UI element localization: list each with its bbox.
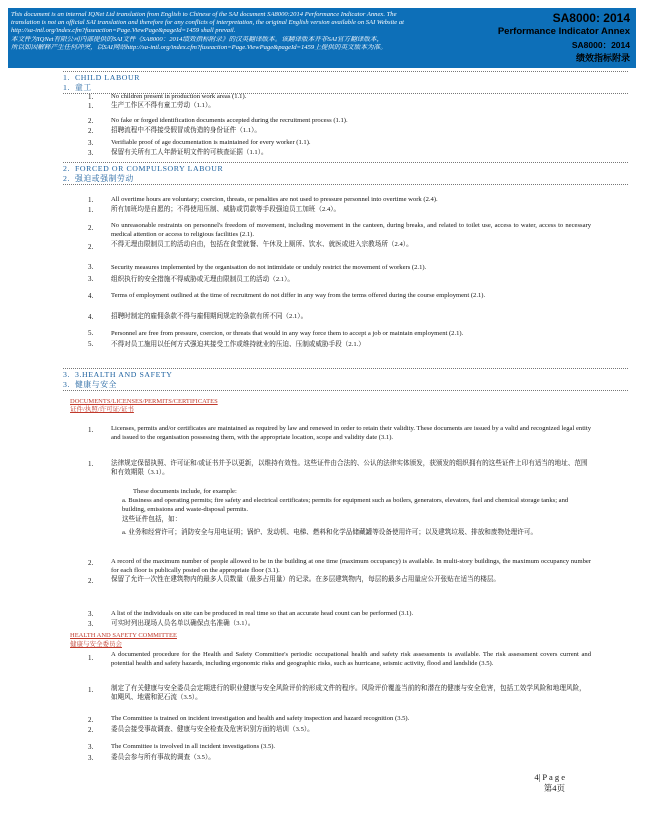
list-item-cn: 所有加班均是自愿的；不得使用压制、威胁或罚款等手段强迫员工加班（2.4）。 — [111, 206, 341, 213]
list-item-cn: 委员会参与所有事故的调查（3.5）。 — [111, 754, 215, 761]
list-item-en: No fake or forged identification documents accepted during the recruitment process (1.1). — [111, 117, 348, 124]
list-item-cn: 可实时列出现场人员名单以确保点名准确（3.1）。 — [111, 620, 255, 627]
list-number: 3. — [88, 275, 94, 283]
list-number: 5. — [88, 329, 94, 337]
list-item-en: Verifiable proof of age documentation is maintained for every worker (1.1). — [111, 139, 311, 146]
list-item-cn: 不得对员工施用以任何方式强迫其接受工作或维持就业的压迫、压制或威胁手段（2.1.） — [111, 341, 365, 348]
note-a-cn: a. 业务和经营许可；消防安全与用电证明；锅炉、发动机、电梯、燃料和化学品储藏罐等设备使用许可；以及建筑垃圾、排放和废物处理许可。 — [122, 529, 538, 536]
list-number: 4. — [88, 313, 94, 321]
list-item-cn: 招聘流程中不得接受假冒或伪造的身份证件（1.1）。 — [111, 127, 262, 134]
list-item-en: Personnel are free from pressure, coercion, or threats that would in any way force them to accept a job or maintain employment (2.1). — [111, 330, 464, 337]
list-number: 3. — [88, 149, 94, 157]
page-number-cn: 第4页 — [543, 783, 565, 793]
list-number: 3. — [88, 743, 94, 751]
list-number: 1. — [88, 654, 94, 662]
list-item-en: All overtime hours are voluntary; coercion, threats, or penalties are not used to pressure personnel into overtime work (2.4). — [111, 196, 438, 203]
list-number: 2. — [88, 127, 94, 135]
list-number: 2. — [88, 577, 94, 585]
list-number: 1. — [88, 93, 94, 101]
subsection-heading-documents: DOCUMENTS/LICENSES/PERMITS/CERTIFICATES — [70, 398, 218, 405]
header-subtitle-cn: 绩效指标附录 — [575, 53, 630, 63]
list-number: 3. — [88, 139, 94, 147]
section-heading-forced-labour: 2. FORCED OR COMPULSORY LABOUR 2. 强迫或强制劳动 — [63, 162, 628, 185]
list-number: 3. — [88, 620, 94, 628]
list-number: 3. — [88, 263, 94, 271]
list-number: 2. — [88, 224, 94, 232]
list-number: 1. — [88, 102, 94, 110]
list-item-en: No children present in production work areas (1.1). — [111, 93, 247, 100]
section-heading-child-labour: 1. CHILD LABOUR 1. 童工 — [63, 71, 628, 94]
list-item-cn: 招聘时制定的雇佣条款不得与雇佣期间规定的条款有所不同（2.1）。 — [111, 313, 308, 320]
list-number: 5. — [88, 340, 94, 348]
list-number: 2. — [88, 243, 94, 251]
subsection-heading-committee-cn: 健康与安全委员会 — [70, 641, 122, 648]
section-heading-health-safety: 3. 3.HEALTH AND SAFETY 3. 健康与安全 — [63, 368, 628, 391]
note-a: a. Business and operating permits; fire safety and electrical certificates; permits for equipment such as boilers, generators, elevators, fuel and chemical storage tanks; and building, emissions and waste-disposal permits. — [122, 497, 569, 513]
page-number: 4| P a g e — [534, 772, 565, 782]
header-title: SA8000: 2014 — [552, 11, 630, 25]
note-intro-cn: 这些证件包括，如： — [122, 516, 182, 523]
list-number: 1. — [88, 686, 94, 694]
list-number: 1. — [88, 426, 94, 434]
translation-disclaimer: This document is an internal IQNet Ltd translation from English to Chinese of the SAI document SA8000:2014 Performance Indicator Annex. The translation is not an official SAI translation and therefore for any conflicts of interpretation, the original English version available on SAI Website at http://sa-intl.org/index.cfm?fuseaction=Page.ViewPage&pageId=1459 shall prevail. 本文件为IQNet有限公司内部提供的SAI文件《SA8000：2014绩效指标附录》的汉英翻译版本。该翻译版本并非SAI官方翻译版本， 所以如因解释产生任何冲突，以SAI网站http://sa-intl.org/index.cfm?fuseaction=Page.ViewPage&pageId=1459上提供的英文版本为准。 — [11, 11, 404, 51]
list-item-en: Licenses, permits and/or certificates are maintained as required by law and renewed in order to retain their validity. These documents are issued by a valid and recognized legal entity and issued to the organisation possessing them, with the appropriate location, scope and validity date (3.1). — [111, 425, 591, 441]
list-number: 1. — [88, 196, 94, 204]
list-number: 1. — [88, 460, 94, 468]
note-intro: These documents include, for example: — [133, 488, 237, 495]
list-number: 3. — [88, 610, 94, 618]
list-number: 4. — [88, 292, 94, 300]
list-number: 2. — [88, 559, 94, 567]
list-item-cn: 不得无理由限制员工的活动自由，包括在食堂就餐、午休及上厕所、饮水、就医或进入宗教场所（2.4）。 — [111, 241, 413, 248]
list-item-cn: 生产工作区不得有童工劳动（1.1）。 — [111, 102, 215, 109]
list-item-cn: 组织执行的安全措施不得威胁或无理由限制员工的活动（2.1）。 — [111, 276, 294, 283]
list-number: 2. — [88, 726, 94, 734]
header-title-cn: SA8000：2014 — [571, 40, 630, 50]
list-item-en: The Committee is involved in all incident investigations (3.5). — [111, 743, 276, 750]
list-item-en: A record of the maximum number of people allowed to be in the building at one time (maximum occupancy) is available. In multi-story buildings, the maximum occupancy number for each floor is publically posted on the appropriate floor (3.1). — [111, 558, 591, 574]
list-number: 1. — [88, 206, 94, 214]
list-item-cn: 保留有关所有工人年龄证明文件的可核查证据（1.1）。 — [111, 149, 268, 156]
list-item-en: No unreasonable restraints on personnel's freedom of movement, including movement in the canteen, during breaks, and related to toilet use, access to water, access to necessary medical attention or access to religious facilities (2.1). — [111, 222, 591, 238]
list-item-en: A documented procedure for the Health and Safety Committee's periodic occupational health and safety risk assessments is available. The risk assessment covers current and potential health and safety hazards, including ergonomic risks and geographic risks, such as hurricane, seismic activity, flood and landslide (3.5). — [111, 651, 591, 667]
list-number: 3. — [88, 754, 94, 762]
subsection-heading-committee: HEALTH AND SAFETY COMMITTEE — [70, 632, 177, 639]
document-header — [8, 8, 636, 68]
header-subtitle: Performance Indicator Annex — [497, 26, 630, 37]
list-number: 2. — [88, 716, 94, 724]
list-item-en: Terms of employment outlined at the time of recruitment do not differ in any way from the terms offered during the course employment (2.1). — [111, 292, 486, 299]
list-number: 2. — [88, 117, 94, 125]
list-item-cn: 制定了有关健康与安全委员会定期进行的职业健康与安全风险评价的形成文件的程序。风险评价覆盖当前的和潜在的健康与安全危害，包括工效学风险和地理风险，如飓风、地震和泥石流（3.5）。 — [111, 685, 586, 701]
subsection-heading-documents-cn: 证件/执照/许可证/证书 — [70, 406, 134, 413]
list-item-cn: 保留了允许一次性在建筑物内的最多人员数量（最多占用量）的记录。在多层建筑物内，每层的最多占用量应公开张贴在适当的楼层。 — [111, 576, 501, 583]
list-item-en: The Committee is trained on incident investigation and health and safety inspection and hazard recognition (3.5). — [111, 715, 410, 722]
list-item-en: A list of the individuals on site can be produced in real time so that an accurate head count can be performed (3.1). — [111, 610, 414, 617]
list-item-en: Security measures implemented by the organisation do not intimidate or unduly restrict the movement of workers (2.1). — [111, 264, 427, 271]
list-item-cn: 委员会接受事故调查、健康与安全检查及危害识别方面的培训（3.5）。 — [111, 726, 314, 733]
list-item-cn: 法律规定保留执照、许可证和/或证书并予以更新，以维持有效性。这些证件由合法的、公认的法律实体颁发，获颁发的组织拥有的这些证件上印有适当的地址、范围和有效期限（3.1）。 — [111, 460, 588, 476]
